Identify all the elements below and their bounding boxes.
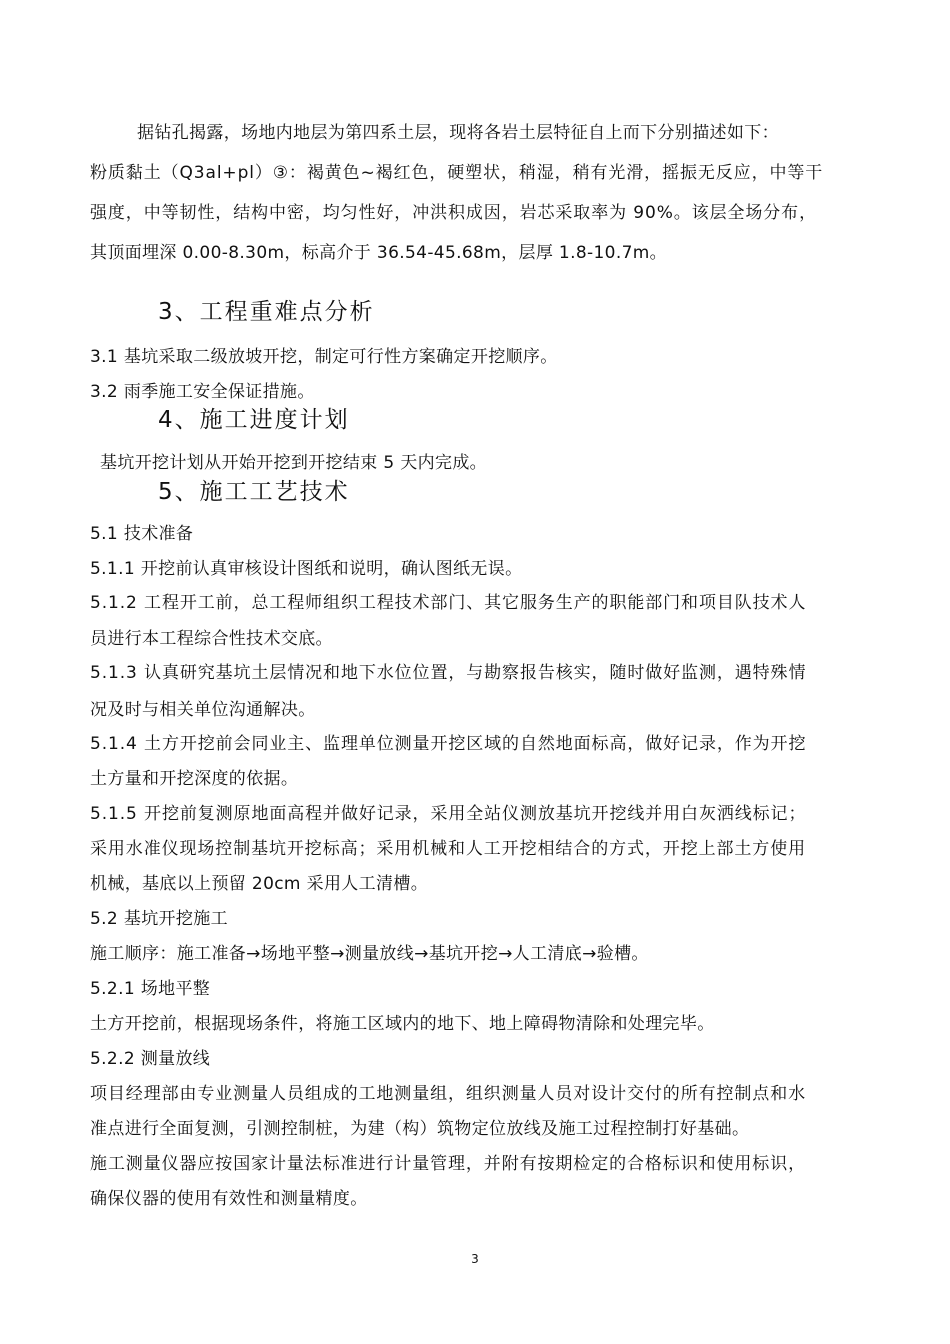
paragraph-line: 据钻孔揭露，场地内地层为第四系土层，现将各岩土层特征自上而下分别描述如下：: [137, 123, 779, 143]
paragraph-line: 况及时与相关单位沟通解决。: [90, 700, 316, 720]
paragraph-line: 其顶面埋深 0.00-8.30m，标高介于 36.54-45.68m，层厚 1.8-10.7m。: [90, 243, 668, 263]
paragraph-line: 5.1.2 工程开工前，总工程师组织工程技术部门、其它服务生产的职能部门和项目队技术人: [90, 593, 807, 613]
paragraph-line: 3.2 雨季施工安全保证措施。: [90, 382, 315, 402]
paragraph-line: 采用水准仪现场控制基坑开挖标高；采用机械和人工开挖相结合的方式，开挖上部土方使用: [90, 839, 806, 859]
paragraph-line: 机械，基底以上预留 20cm 采用人工清槽。: [90, 874, 429, 894]
paragraph-line: 5.1 技术准备: [90, 524, 194, 544]
paragraph-line: 5.1.5 开挖前复测原地面高程并做好记录，采用全站仪测放基坑开挖线并用白灰洒线标记；: [90, 804, 807, 824]
paragraph-line: 5.1.3 认真研究基坑土层情况和地下水位位置，与勘察报告核实，随时做好监测，遇特殊情: [90, 663, 807, 683]
paragraph-line: 强度，中等韧性，结构中密，均匀性好，冲洪积成因，岩芯采取率为 90%。该层全场分布，: [90, 203, 817, 223]
paragraph-line: 土方开挖前，根据现场条件，将施工区域内的地下、地上障碍物清除和处理完毕。: [90, 1014, 715, 1034]
paragraph-line: 施工顺序：施工准备→场地平整→测量放线→基坑开挖→人工清底→验槽。: [90, 944, 649, 964]
paragraph-line: 项目经理部由专业测量人员组成的工地测量组，组织测量人员对设计交付的所有控制点和水: [90, 1084, 806, 1104]
section-heading-4: 4、施工进度计划: [158, 407, 350, 433]
paragraph-line: 5.1.4 土方开挖前会同业主、监理单位测量开挖区域的自然地面标高，做好记录，作为开挖: [90, 734, 807, 754]
paragraph-line: 施工测量仪器应按国家计量法标准进行计量管理，并附有按期检定的合格标识和使用标识，: [90, 1154, 806, 1174]
paragraph-line: 5.2.1 场地平整: [90, 979, 211, 999]
paragraph-line: 基坑开挖计划从开始开挖到开挖结束 5 天内完成。: [100, 453, 488, 473]
paragraph-line: 员进行本工程综合性技术交底。: [90, 629, 333, 649]
paragraph-line: 5.2.2 测量放线: [90, 1049, 211, 1069]
paragraph-line: 3.1 基坑采取二级放坡开挖，制定可行性方案确定开挖顺序。: [90, 347, 558, 367]
section-heading-3: 3、工程重难点分析: [158, 299, 375, 325]
paragraph-line: 5.2 基坑开挖施工: [90, 909, 228, 929]
section-heading-5: 5、施工工艺技术: [158, 479, 350, 505]
page-number: 3: [471, 1252, 479, 1266]
paragraph-line: 准点进行全面复测，引测控制桩，为建（构）筑物定位放线及施工过程控制打好基础。: [90, 1119, 750, 1139]
paragraph-line: 土方量和开挖深度的依据。: [90, 769, 299, 789]
paragraph-line: 5.1.1 开挖前认真审核设计图纸和说明，确认图纸无误。: [90, 559, 523, 579]
paragraph-line: 粉质黏土（Q3al+pl）③：褐黄色~褐红色，硬塑状，稍湿，稍有光滑，摇振无反应，中等干: [90, 163, 824, 183]
paragraph-line: 确保仪器的使用有效性和测量精度。: [90, 1189, 368, 1209]
